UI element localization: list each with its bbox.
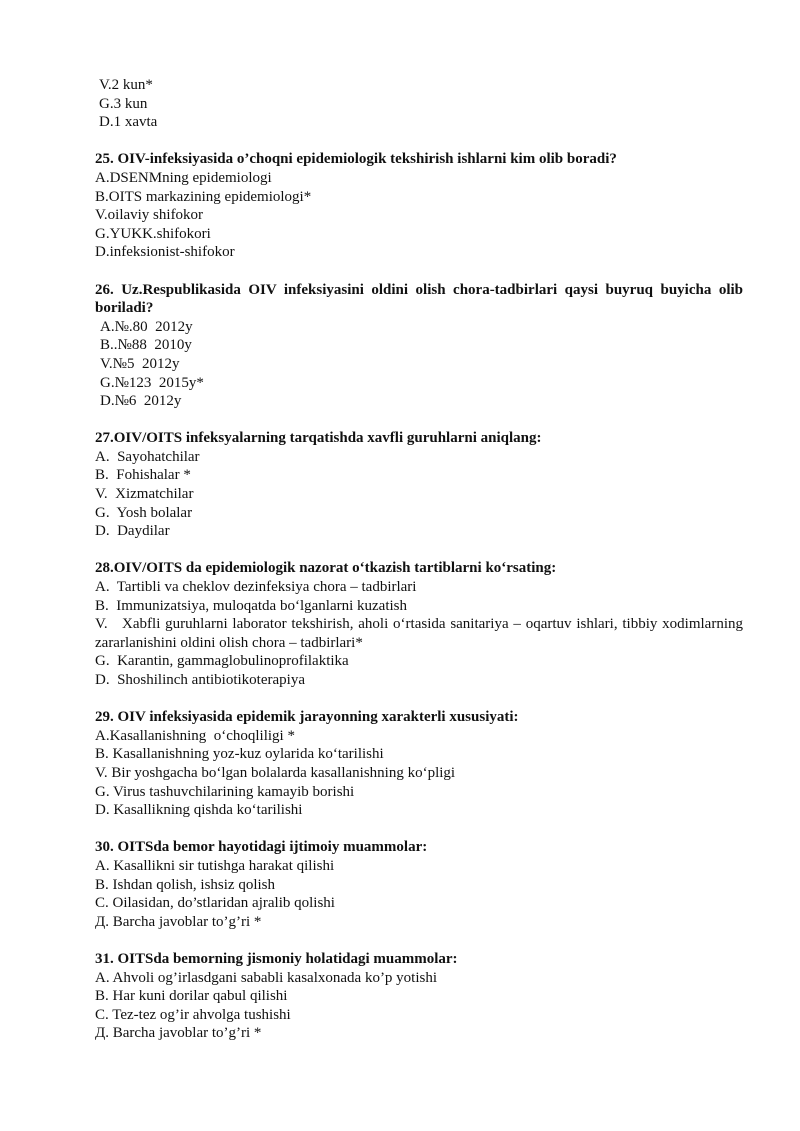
q31-option-a: A. Ahvoli og’irlasdgani sababli kasalxonada ko’p yotishi [95, 969, 438, 986]
question-25-text: . OIV-infeksiyasida o’choqni epidemiologik tekshirish ishlarni kim olib boradi? [110, 151, 617, 168]
question-29 [95, 708, 743, 820]
q27-option-a: A. Sayohatchilar [95, 448, 200, 465]
question-25 [95, 150, 743, 262]
question-25-number: 25 [95, 151, 110, 168]
q26-option-v: V.№5 2012y [100, 355, 180, 372]
question-26 [95, 281, 743, 411]
document-content [95, 76, 747, 1043]
q25-option-a: A.DSENMning epidemiologi [95, 169, 272, 186]
question-31-title: 31. OITSda bemorning jismoniy holatidagi muammolar: [95, 950, 458, 967]
q30-option-a: A. Kasallikni sir tutishga harakat qilishi [95, 857, 335, 874]
q27-option-d: D. Daydilar [95, 523, 170, 540]
q26-option-g: G.№123 2015y* [100, 374, 204, 391]
question-28-title: 28.OIV/OITS da epidemiologik nazorat o‘tkazish tartiblarni ko‘rsating: [95, 560, 557, 577]
q25-option-g: G.YUKK.shifokori [95, 225, 211, 242]
q29-option-b: B. Kasallanishning yoz-kuz oylarida ko‘tarilishi [95, 746, 384, 763]
q25-option-v: V.oilaviy shifokor [95, 207, 204, 224]
q28-option-g: G. Karantin, gammaglobulinoprofilaktika [95, 653, 349, 670]
question-30-title: 30. OITSda bemor hayotidagi ijtimoiy muammolar: [95, 839, 428, 856]
q29-option-a: A.Kasallanishning o‘choqliligi * [95, 727, 295, 744]
q28-option-v: V. Xabfli guruhlarni laborator tekshirish, aholi o‘rtasida sanitariya – oqartuv ishlari, tibbiy xodimlarning zararlanishini oldini olish chora – tadbirlari* [95, 616, 747, 651]
q30-option-d: Д. Barcha javoblar to’g’ri * [95, 913, 262, 930]
q25-option-d: D.infeksionist-shifokor [95, 244, 235, 261]
question-25-title [95, 150, 743, 169]
q28-option-b: B. Immunizatsiya, muloqatda bo‘lganlarni kuzatish [95, 597, 408, 614]
question-29-title: 29. OIV infeksiyasida epidemik jarayonning xarakterli xususiyati: [95, 709, 519, 726]
option-d: D.1 xavta [99, 114, 158, 131]
q27-option-b: B. Fohishalar * [95, 467, 191, 484]
q25-option-b: B.OITS markazining epidemiologi* [95, 188, 312, 205]
option-v: V.2 kun* [99, 77, 153, 93]
question-31 [95, 950, 743, 1043]
q30-option-b: B. Ishdan qolish, ishsiz qolish [95, 876, 276, 893]
q29-option-d: D. Kasallikning qishda ko‘tarilishi [95, 802, 303, 819]
question-27 [95, 429, 743, 541]
q31-option-c: C. Tez-tez og’ir ahvolga tushishi [95, 1006, 291, 1023]
q29-option-v: V. Bir yoshgacha bo‘lgan bolalarda kasallanishning ko‘pligi [95, 764, 456, 781]
question-27-title: 27.OIV/OITS infeksyalarning tarqatishda xavfli guruhlarni aniqlang: [95, 430, 542, 447]
q31-option-b: B. Har kuni dorilar qabul qilishi [95, 988, 288, 1005]
q29-option-g: G. Virus tashuvchilarining kamayib borishi [95, 783, 355, 800]
option-g: G.3 kun [99, 95, 148, 112]
q28-option-a: A. Tartibli va cheklov dezinfeksiya chora – tadbirlari [95, 579, 417, 596]
q26-option-a: A.№.80 2012y [100, 318, 193, 335]
top-options [95, 76, 743, 132]
question-28 [95, 559, 747, 689]
q26-option-b: B..№88 2010y [100, 337, 192, 354]
q28-option-d: D. Shoshilinch antibiotikoterapiya [95, 672, 305, 688]
q31-option-d: Д. Barcha javoblar to’g’ri * [95, 1025, 262, 1042]
question-30 [95, 838, 743, 931]
question-26-title: 26. Uz.Respublikasida OIV infeksiyasini oldini olish chora-tadbirlari qaysi buyruq buyicha olib boriladi? [95, 281, 743, 317]
q26-option-d: D.№6 2012y [100, 393, 182, 410]
q27-option-g: G. Yosh bolalar [95, 504, 193, 521]
q27-option-v: V. Xizmatchilar [95, 486, 194, 503]
q30-option-c: C. Oilasidan, do’stlaridan ajralib qolishi [95, 895, 335, 912]
